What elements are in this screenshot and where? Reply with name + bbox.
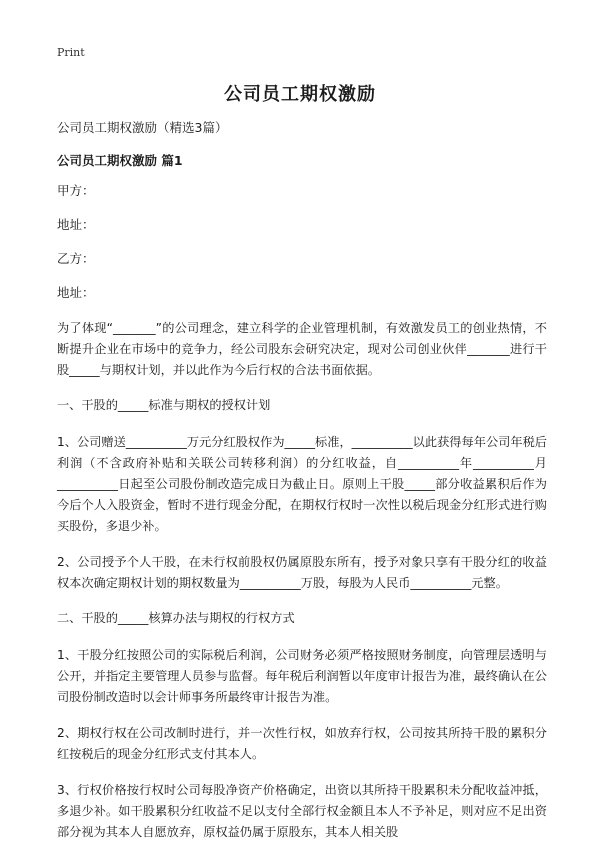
section-2-paragraph-1: 1、干股分红按照公司的实际税后利润，公司财务必须严格按照财务制度，向管理层透明与公开，并指定主要管理人员参与监督。每年税后利润暂以年度审计报告为准，最终确认在公司股份制改造时以会计师事务所最终审计报告为准。 <box>57 648 547 704</box>
field-party-b: 乙方： <box>57 251 95 266</box>
section-2-paragraph-2: 2、期权行权在公司改制时进行，并一次性行权，如放弃行权，公司按其所持干股的累积分红按税后的现金分红形式支付其本人。 <box>57 726 547 761</box>
intro-paragraph: 为了体现“_______”的公司理念，建立科学的企业管理机制，有效激发员工的创业热情，不断提升企业在市场中的竞争力，经公司股东会研究决定，现对公司创业伙伴_______进行干股_____与期权计划，并以此作为今后行权的合法书面依据。 <box>57 321 547 377</box>
section-1-paragraph-1: 1、公司赠送__________万元分红股权作为_____标准，__________以此获得每年公司年税后利润（不含政府补贴和关联公司转移利润）的分红收益，自__________年__________月__________日起至公司股份制改造完成日为截止日。原则上干股_____部分收益累积后作为今后个人入股资金，暂时不进行现金分配，在期权行权时一次性以税后现金分红形式进行购买股份，多退少补。 <box>57 435 547 533</box>
document-body <box>57 119 547 858</box>
field-address-a: 地址： <box>57 217 95 232</box>
article-heading: 公司员工期权激励 篇1 <box>57 153 183 168</box>
field-address-b: 地址： <box>57 285 95 300</box>
section-2-heading: 二、干股的_____核算办法与期权的行权方式 <box>57 611 295 625</box>
section-1-paragraph-2: 2、公司授予个人干股，在未行权前股权仍属原股东所有，授予对象只享有干股分红的收益权本次确定期权计划的期权数量为__________万股，每股为人民币__________元整。 <box>57 555 547 590</box>
section-2-paragraph-3: 3、行权价格按行权时公司每股净资产价格确定，出资以其所持干股累积未分配收益冲抵，多退少补。如干股累积分红收益不足以支付全部行权金额且本人不予补足，则对应不足出资部分视为其本人自愿放弃，原权益仍属于原股东，其本人相关股 <box>57 783 547 839</box>
print-label: Print <box>57 46 85 59</box>
page-title: 公司员工期权激励 <box>224 84 376 105</box>
section-1-heading: 一、干股的_____标准与期权的授权计划 <box>57 398 271 412</box>
document-subtitle: 公司员工期权激励（精选3篇） <box>57 120 228 135</box>
field-party-a: 甲方： <box>57 183 95 198</box>
